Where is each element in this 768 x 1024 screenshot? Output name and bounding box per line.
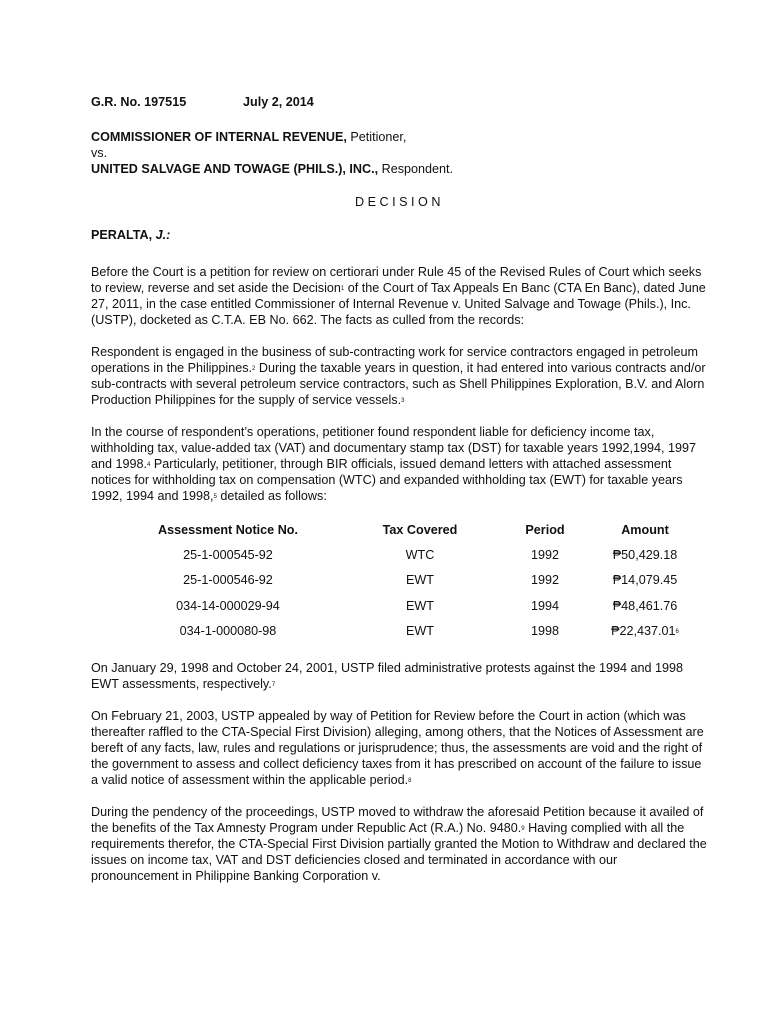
amount-cell: ₱48,461.76 [612, 598, 678, 613]
respondent-name: UNITED SALVAGE AND TOWAGE (PHILS.), INC., [91, 162, 379, 176]
paragraph-3 [91, 424, 708, 504]
amount-value: ₱22,437.01 [611, 624, 676, 639]
period-cell: 1998 [530, 624, 560, 639]
paragraph-text: of the Court of Tax Appeals En Banc (CTA En Banc), dated June 27, 2011, in the case entitled Commissioner of Internal Revenue v. United Salvage and Towage (Phils.), Inc. (USTP), docketed as C.T.A. EB No. 662. The facts as culled from the records: [91, 281, 706, 327]
paragraph-text: Before the Court is a petition for review on certiorari under Rule 45 of the Revised Rules of Court which seeks to review, reverse and set aside the Decision [91, 265, 702, 295]
paragraph-text: detailed as follows: [216, 489, 327, 503]
tax-cell: EWT [406, 573, 434, 588]
footnote-ref[interactable]: 4 [147, 462, 151, 468]
footnote-ref[interactable]: 3 [401, 398, 405, 404]
notice-cell: 25-1-000546-92 [183, 573, 273, 588]
respondent-role: Respondent. [378, 162, 454, 176]
petitioner-line [91, 129, 708, 145]
paragraph-2 [91, 344, 708, 408]
footnote-ref[interactable]: 6 [675, 629, 679, 636]
table-row [111, 568, 695, 594]
amount-cell [595, 619, 695, 645]
paragraph-text: During the taxable years in question, it had entered into various contracts and/or sub-contracts with several petroleum service contractors, such as Shell Philippines Exploration, B.V. and Alorn Production Philippines for the supply of service vessels. [91, 361, 706, 407]
paragraph-text: Respondent is engaged in the business of sub-contracting work for service contractors engaged in petroleum operations in the Philippines. [91, 345, 698, 375]
assessment-table [111, 518, 695, 644]
petitioner-name: COMMISSIONER OF INTERNAL REVENUE, [91, 130, 347, 144]
footnote-ref[interactable]: 9 [521, 826, 525, 832]
period-cell: 1994 [530, 598, 560, 613]
paragraph-text: In the course of respondent’s operations, petitioner found respondent liable for deficiency income tax, withholding tax, value-added tax (VAT) and documentary stamp tax (DST) for taxable years 1992,1994, 1997 and 1998. [91, 425, 697, 471]
notice-cell: 034-1-000080-98 [179, 624, 277, 639]
paragraph-text: During the pendency of the proceedings, USTP moved to withdraw the aforesaid Petition because it availed of the benefits of the Tax Amnesty Program under Republic Act (R.A.) No. 9480. [91, 805, 704, 835]
table-row [111, 542, 695, 568]
paragraph-text: On January 29, 1998 and October 24, 2001, USTP filed administrative protests against the 1994 and 1998 EWT assessments, respectively. [91, 661, 684, 691]
gr-number: G.R. No. 197515 [91, 95, 187, 109]
notice-cell: 034-14-000029-94 [176, 598, 280, 613]
notice-cell: 25-1-000545-92 [183, 547, 273, 562]
petitioner-role: Petitioner, [346, 130, 407, 144]
amount-cell: ₱14,079.45 [612, 573, 678, 588]
footnote-ref[interactable]: 2 [252, 366, 256, 372]
amount-cell: ₱50,429.18 [612, 547, 678, 562]
column-header-notice: Assessment Notice No. [158, 523, 298, 537]
footnote-ref[interactable]: 1 [340, 286, 345, 292]
paragraph-5 [91, 708, 708, 788]
footnote-ref[interactable]: 7 [271, 682, 276, 688]
period-cell: 1992 [530, 547, 560, 562]
tax-cell: EWT [406, 598, 434, 613]
paragraph-6 [91, 804, 708, 884]
table-header-row [111, 518, 695, 542]
ponente [91, 227, 708, 243]
paragraph-text: Having complied with all the requirements therefor, the CTA-Special First Division partially granted the Motion to Withdraw and declared the issues on income tax, VAT and DST deficiencies closed and terminated in accordance with our pronouncement in Philippine Banking Corporation v. [91, 821, 707, 883]
case-header [91, 94, 708, 110]
paragraph-text: Particularly, petitioner, through BIR officials, issued demand letters with attached assessment notices for withholding tax on compensation (WTC) and expanded withholding tax (EWT) for taxable years 1992, 1994 and 1998, [91, 457, 683, 503]
versus-line: vs. [91, 146, 108, 160]
ponente-name: PERALTA, [91, 228, 156, 242]
decision-heading: DECISION [355, 195, 444, 209]
period-cell: 1992 [530, 573, 560, 588]
column-header-tax: Tax Covered [382, 523, 458, 537]
table-row [111, 619, 695, 645]
ponente-suffix: J.: [155, 228, 171, 242]
footnote-ref[interactable]: 8 [408, 778, 412, 784]
decision-date: July 2, 2014 [243, 95, 314, 109]
footnote-ref[interactable]: 5 [213, 494, 217, 500]
tax-cell: EWT [406, 624, 434, 639]
paragraph-text: On February 21, 2003, USTP appealed by way of Petition for Review before the Court in action (which was thereafter raffled to the CTA-Special First Division) alleging, among others, that the Notices of Assessment are bereft of any facts, law, rules and regulations or jurisprudence; thus, the assessments are void and the right of the government to assess and collect deficiency taxes from it has prescribed on account of the failure to issue a valid notice of assessment within the applicable period. [91, 709, 704, 787]
respondent-line [91, 161, 708, 177]
paragraph-1 [91, 264, 708, 328]
case-parties [91, 129, 708, 177]
tax-cell: WTC [405, 547, 435, 562]
table-row [111, 593, 695, 619]
column-header-period: Period [525, 523, 565, 537]
column-header-amount: Amount [621, 523, 669, 537]
paragraph-4 [91, 660, 708, 692]
